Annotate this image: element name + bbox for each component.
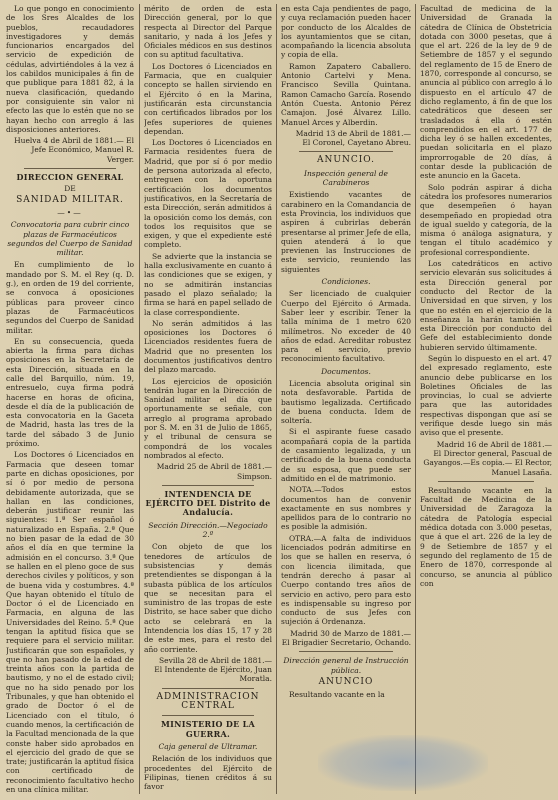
signature: Madrid 13 de Abril de 1881.— El Coronel, Cayetano Abreu. xyxy=(295,128,411,148)
column-2 xyxy=(144,4,272,794)
section-heading: INTENDENCIA DE EJÉRCITO DEL Distrito de Andalucía. xyxy=(145,488,271,518)
paragraph: Facultad de medicina de la Universidad de Granada la cátedra de Clínica de Obstetricia dotada con 3000 pesetas, que á que el art. 226 de la ley de 9 de Setiembre de 1857 y el segundo del reglamento de 15 de Enero de 1870, corresponde al concurso, se anuncia al público con arreglo á lo dispuesto en el artículo 47 de dicho reglamento, á fin de que los catedráticos que deseen ser trasladados á ella ó estén comprendidos en el art. 177 de dicha ley ó se hallen excedentes, puedan solicitarla en el plazo improrrogable de 20 días, á contar desde la publicación de este anuncio en la Gaceta. xyxy=(420,4,552,181)
subheading: Sección Dirección.—Negociado 2.º xyxy=(148,520,268,540)
paragraph: Los Doctores ó Licenciados en Farmacia residentes fuera de Madrid, que por sí ó por medio de persona autorizada al efecto, entreguen con la oportuna certificación los documentos justificativos, en la Secretaría de esta Dirección, serán admitidos á la oposición como los demás, con todos los requisitos que se exigen, y que el expediente esté completo. xyxy=(144,138,272,250)
paragraph: OTRA.—A falta de individuos licenciados podrán admitirse en los que se hallen en reserva, ó con licencia ilimitada, que tendrán derecho á pasar al Cuerpo contando tres años de servicio en activo, pero para esto es indispensable su ingreso por conducto de sus Jefes con sujeción á Ordenanza. xyxy=(281,533,411,627)
section-title: ANUNCIO. xyxy=(317,155,375,166)
subheading: Dirección general de Instrucción pública. xyxy=(283,656,409,675)
paragraph: Los catedráticos en activo servicio elevarán sus solicitudes á esta Dirección general por conducto del Rector de la Universidad en que sirven, y los que no estén en el ejercicio de la enseñanza la harán también á esta Dirección por conducto del Gefe del establecimiento donde hubieren servido últimamente. xyxy=(420,259,552,352)
section-title: ANUNCIO xyxy=(318,676,374,687)
subheading: Documentos. xyxy=(321,366,371,376)
paragraph: Según lo dispuesto en el art. 47 del expresado reglamento, este anuncio debe publicarse en los Boletines Oficiales de las provincias, lo cual se advierte para que las autoridades respectivas dispongan que así se verifique desde luego sin más aviso que el presente. xyxy=(420,353,552,438)
section-title: SANIDAD MILITAR. xyxy=(16,194,124,205)
paragraph: Ser licenciado de cualquier Cuerpo del Ejército ó Armada. Saber leer y escribir. Tener la talla mínima de 1 metro 620 milímetros. No exceder de 40 años de edad. Acreditar robustez para el servicio, previo reconocimiento facultativo. xyxy=(281,289,411,364)
column-rule xyxy=(276,4,277,794)
divider xyxy=(299,651,393,652)
signature: Sevilla 28 de Abril de 1881.— El Intendente de Ejército, Juan Moratla. xyxy=(154,655,272,684)
paragraph: Se advierte que la instancia se halla exclusivamente en cuanto á las condiciones que se exigen, y no se admitirán instancias pasado el plazo señalado; la firma se hará en papel sellado de la clase correspondiente. xyxy=(144,251,272,317)
column-3 xyxy=(281,4,411,794)
paragraph: Si el aspirante fuese casado acompañará copia de la partida de casamiento legalizada, y un certificado de la buena conducta de su esposa, que puede ser admitido en el de matrimonio. xyxy=(281,427,411,483)
subheading: Condiciones. xyxy=(321,277,371,287)
paragraph: Licencia absoluta original sin nota desfavorable. Partida de bautismo legalizada. Certificado de buena conducta. Idem de soltería. xyxy=(281,378,411,426)
signature: Madrid 16 de Abril de 1881.— El Director general, Pascual de Gayangos.—Es copia.— El Rector, Manuel Lasaña. xyxy=(423,439,552,477)
paragraph: en esta Caja pendientes de pago, y cuya reclamación pueden hacer por conducto de los Alcaldes de los ayuntamientos que se citan, acompañando la licencia absoluta y copia de ella. xyxy=(281,4,411,60)
paragraph: Solo podrán aspirar á dicha cátedra los profesores numerarios que desempeñen ó hayan desempeñado en propiedad otra de igual sueldo y categoría, de la misma ó análoga asignatura, y tengan el título académico y profesional correspondiente. xyxy=(420,182,552,257)
signature: Huelva 4 de Abril de 1881.— El Jefe Económico, Manuel R. Verger. xyxy=(14,136,134,164)
divider xyxy=(162,688,254,689)
paragraph: mérito de orden de esta Dirección general, por lo que respecta al Director del Parque sanitario, y nada á los Jefes y Oficiales médicos en sus destinos con su aptitud facultativa. xyxy=(144,4,272,60)
paragraph: Relación de los individuos que procedentes del Ejército de Filipinas, tienen créditos á su favor xyxy=(144,754,272,792)
ornament: —•— xyxy=(57,207,83,217)
divider xyxy=(438,481,534,482)
paragraph: En cumplimiento de lo mandado por S. M. el Rey (q. D. g.), en orden de 19 del corriente, se convoca á oposiciones públicas para proveer cinco plazas de Farmacéuticos segundos del Cuerpo de Sanidad militar. xyxy=(6,260,134,335)
paragraph: Resultando vacante en la xyxy=(289,690,385,700)
paragraph: Lo que pongo en conocimiento de los Sres Alcaldes de los pueblos, recaudadores investigadores y demás funcionarios encargados del servicio de expedición de cédulas, advirtiéndoles á la vez á los cabildos municipales á fin de que publique para 1881 82, á la nueva clasificación, quedando por consiguiente sin valor ni efecto las que lo estén que no se hayan hecho con arreglo á las disposiciones anteriores. xyxy=(6,4,134,134)
column-4 xyxy=(420,4,552,794)
signature: Madrid 25 de Abril de 1881.—Simpson. xyxy=(156,462,272,481)
paragraph: Los ejercicios de oposición tendrán lugar en la Dirección de Sanidad militar el día que oportunamente se señale, con arreglo al programa aprobado por S. M. en 31 de Julio de 1865, y el tribunal de censura se compondrá de los vocales nombrados al efecto. xyxy=(144,376,272,460)
subheading: Convocatoria para cubrir cinco plazas de Farmacéuticos segundos del Cuerpo de Sanidad militar. xyxy=(7,220,133,258)
divider xyxy=(162,715,254,716)
subheading: Inspección general de Carabineros xyxy=(304,168,388,188)
paragraph: Con objeto de que los tenedores de artículos de subsistencias y demás pretendientes se dispongan á la subasta pública de los artículos que se necesitan para el suministro de las tropas de este Distrito, se hace saber que dicho acto se celebrará en la Intendencia los días 15, 17 y 28 de este mes, para el resto del año corriente. xyxy=(144,542,272,654)
divider xyxy=(162,485,254,486)
section-heading: MINISTERIO DE LA GUERRA. xyxy=(160,719,256,739)
column-rule xyxy=(415,4,416,794)
divider xyxy=(299,151,393,152)
section-heading: DIRECCION GENERAL xyxy=(16,172,124,183)
signature: Madrid 30 de Marzo de 1881.— El Brigadier Secretario, Ochando. xyxy=(281,628,411,647)
divider xyxy=(24,168,116,169)
paragraph: Existiendo vacantes de carabinero en la Comandancia de esta Provincia, los individuos que aspiren á cubrirlas deberán presentarse al primer Jefe de ella, quien atenderá á lo que previenen las Instrucciones de este servicio, reuniendo las siguientes xyxy=(281,190,411,274)
section-title: ADMINISTRACION CENTRAL xyxy=(156,691,260,712)
name-list: Ramon Zapatero Caballero. Antonio Cartelvi y Mena. Francisco Sevilla Quintana. Ramon Camacho García. Rosendo Antón Cuesta. Antonio Pérez Camajon. José Álvarez Lillo. Manuel Arces y Alberdin. xyxy=(281,61,411,127)
section-heading-de: DE xyxy=(64,184,76,194)
paragraph: Los Doctores ó Licenciados en Farmacia que deseen tomar parte en dichas oposiciones, por sí ó por medio de persona debidamente autorizada, que se hallan en las condiciones, deberán justificar reunir las siguientes: 1.ª Ser español ó naturalizado en España. 2.ª Que no bien pasar de la edad de 30 años el día en que termine la admisión en el concurso. 3.ª Que se hallen en el pleno goce de sus derechos civiles y políticos, y son de buena vida y costumbres. 4.ª Que hayan obtenido el título de Doctor ó el de Licenciado en Farmacia, en alguna de las Universidades del Reino. 5.ª Que tengan la aptitud física que se requiere para el servicio militar. Justificarán que son españoles, y que no han pasado de la edad de treinta años con la partida de bautismo, y no el de estado civil; que no ha sido penado por los Tribunales, y que han obtenido el grado de Doctor ó el de Licenciado con el título, ó cuando menos, la certificación de la Facultad mencionada de la que conste haber sido aprobados en el ejercicio del grado de que se trate; justificarán la aptitud física con certificado de reconocimiento facultativo hecho en una clínica militar. xyxy=(6,450,134,794)
column-1 xyxy=(6,4,134,794)
paragraph: Los Doctores ó Licenciados en Farmacia, que en cualquier concepto se hallen sirviendo en el Ejército ó en la Marina, justificarán esta circunstancia con certificados librados por los Jefes superiores de quienes dependan. xyxy=(144,61,272,136)
paragraph: Resultando vacante en la Facultad de Medicina de la Universidad de Zaragoza la cátedra de Patología especial médica dotada con 3.000 pesetas, que á que el art. 226 de la ley de 9 de Setiembre de 1857 y el segundo del reglamento de 15 de Enero de 1870, corresponde al concurso, se anuncia al público con xyxy=(420,485,552,588)
paragraph: No serán admitidos á las oposiciones los Doctores ó Licenciados residentes fuera de Madrid que no presenten los documentos justificativos dentro del plazo marcado. xyxy=(144,318,272,375)
paragraph: NOTA.—Todos estos documentos han de convenir exactamente en sus nombres y apellidos para de lo contrario no es posible la admisión. xyxy=(281,485,411,532)
paragraph: En su consecuencia, queda abierta la firma para dichas oposiciones en la Secretaría de esta Dirección, situada en la calle del Barquillo, núm. 19, entresuelo, cuya firma podrá hacerse en horas de oficina, desde el día de la publicación de esta convocatoria en la Gaceta de Madrid, hasta las tres de la tarde del sábado 3 de Junio próximo. xyxy=(6,336,134,449)
column-rule xyxy=(139,4,140,794)
subheading: Caja general de Ultramar. xyxy=(158,741,258,751)
